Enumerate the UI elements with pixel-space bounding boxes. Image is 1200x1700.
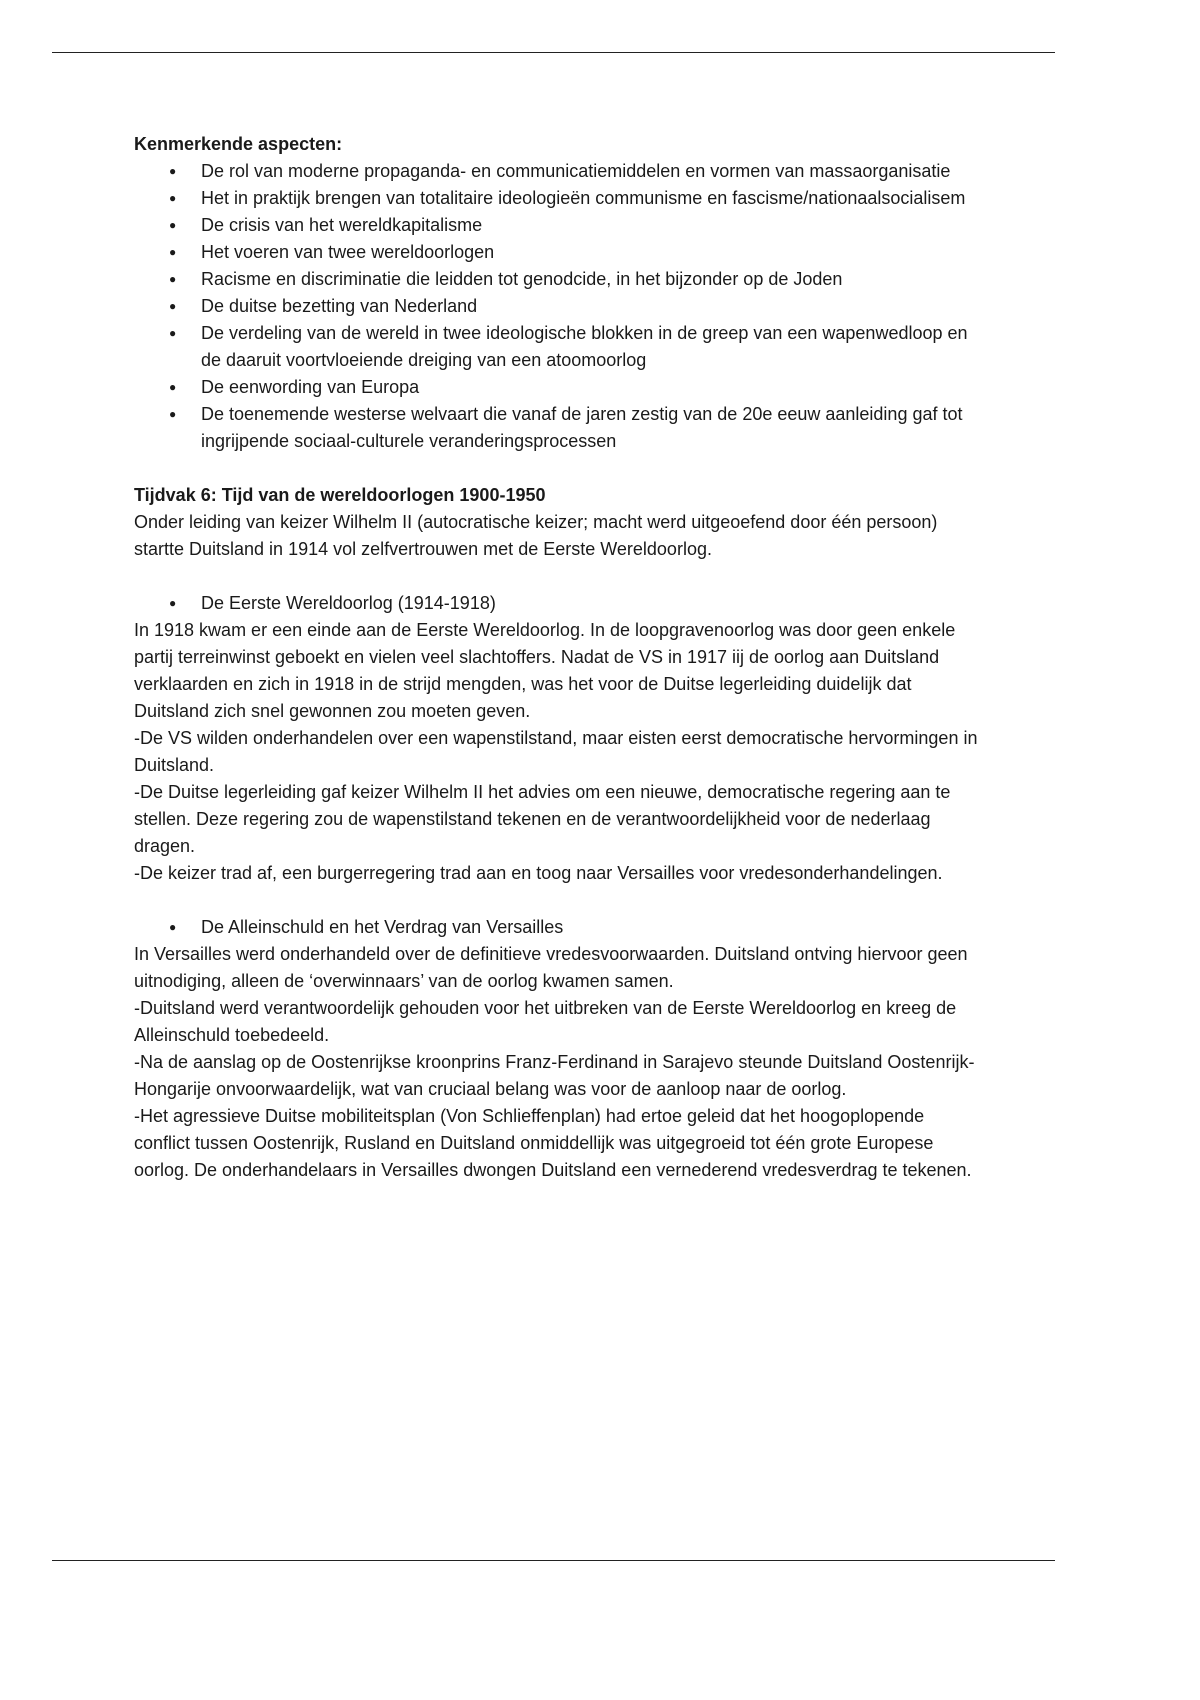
list-item: ● De toenemende westerse welvaart die vanaf de jaren zestig van de 20e eeuw aanleiding gaf tot ingrijpende sociaal-culturele veranderingsprocessen: [134, 401, 984, 455]
section1-paragraph: -De VS wilden onderhandelen over een wapenstilstand, maar eisten eerst democratische hervormingen in Duitsland.: [134, 728, 978, 775]
section1-bullet: ● De Eerste Wereldoorlog (1914-1918): [134, 590, 984, 617]
spacer: [134, 887, 984, 914]
section2-paragraph: -Na de aanslag op de Oostenrijkse kroonprins Franz-Ferdinand in Sarajevo steunde Duitsland Oostenrijk-Hongarije onvoorwaardelijk, wat van cruciaal belang was voor de aanloop naar de oorlog.: [134, 1052, 975, 1099]
document-body: [134, 131, 984, 1184]
section2-paragraph: In Versailles werd onderhandeld over de definitieve vredesvoorwaarden. Duitsland ontving hiervoor geen uitnodiging, alleen de ‘overwinnaars’ van de oorlog kwamen samen.: [134, 944, 968, 991]
list-item: ● Racisme en discriminatie die leidden tot genodcide, in het bijzonder op de Joden: [134, 266, 984, 293]
section1-paragraph: -De Duitse legerleiding gaf keizer Wilhelm II het advies om een nieuwe, democratische regering aan te stellen. Deze regering zou de wapenstilstand tekenen en de verantwoordelijkheid voor de nederlaag dragen.: [134, 782, 951, 856]
aspects-heading: Kenmerkende aspecten:: [134, 134, 343, 154]
list-item: ● De rol van moderne propaganda- en communicatiemiddelen en vormen van massaorganisatie: [134, 158, 984, 185]
section2-bullet: ● De Alleinschuld en het Verdrag van Versailles: [134, 914, 984, 941]
tijdvak-intro: Onder leiding van keizer Wilhelm II (autocratische keizer; macht werd uitgeoefend door één persoon) startte Duitsland in 1914 vol zelfvertrouwen met de Eerste Wereldoorlog.: [134, 512, 938, 559]
section2-paragraph: -Het agressieve Duitse mobiliteitsplan (Von Schlieffenplan) had ertoe geleid dat het hoogoplopende conflict tussen Oostenrijk, Rusland en Duitsland onmiddellijk was uitgegroeid tot één grote Europese oorlog. De onderhandelaars in Versailles dwongen Duitsland een vernederend vredesverdrag te tekenen.: [134, 1106, 972, 1180]
spacer: [134, 563, 984, 590]
section1-bullet-list: [134, 590, 984, 617]
list-item: ● De eenwording van Europa: [134, 374, 984, 401]
footer-rule: [52, 1560, 1055, 1561]
section2-paragraph: -Duitsland werd verantwoordelijk gehouden voor het uitbreken van de Eerste Wereldoorlog en kreeg de Alleinschuld toebedeeld.: [134, 998, 957, 1045]
section2-bullet-list: [134, 914, 984, 941]
list-item: ● Het voeren van twee wereldoorlogen: [134, 239, 984, 266]
list-item: ● Het in praktijk brengen van totalitaire ideologieën communisme en fascisme/nationaalsocialisem: [134, 185, 984, 212]
tijdvak-heading: Tijdvak 6: Tijd van de wereldoorlogen 1900-1950: [134, 485, 546, 505]
aspects-list: [134, 158, 984, 455]
list-item: ● De duitse bezetting van Nederland: [134, 293, 984, 320]
header-rule: [52, 52, 1055, 53]
spacer: [134, 455, 984, 482]
section1-paragraph: In 1918 kwam er een einde aan de Eerste Wereldoorlog. In de loopgravenoorlog was door geen enkele partij terreinwinst geboekt en vielen veel slachtoffers. Nadat de VS in 1917 iij de oorlog aan Duitsland verklaarden en zich in 1918 in de strijd mengden, was het voor de Duitse legerleiding duidelijk dat Duitsland zich snel gewonnen zou moeten geven.: [134, 620, 956, 721]
section1-paragraph: -De keizer trad af, een burgerregering trad aan en toog naar Versailles voor vredesonderhandelingen.: [134, 863, 943, 883]
list-item: ● De crisis van het wereldkapitalisme: [134, 212, 984, 239]
list-item: ● De verdeling van de wereld in twee ideologische blokken in de greep van een wapenwedloop en de daaruit voortvloeiende dreiging van een atoomoorlog: [134, 320, 984, 374]
